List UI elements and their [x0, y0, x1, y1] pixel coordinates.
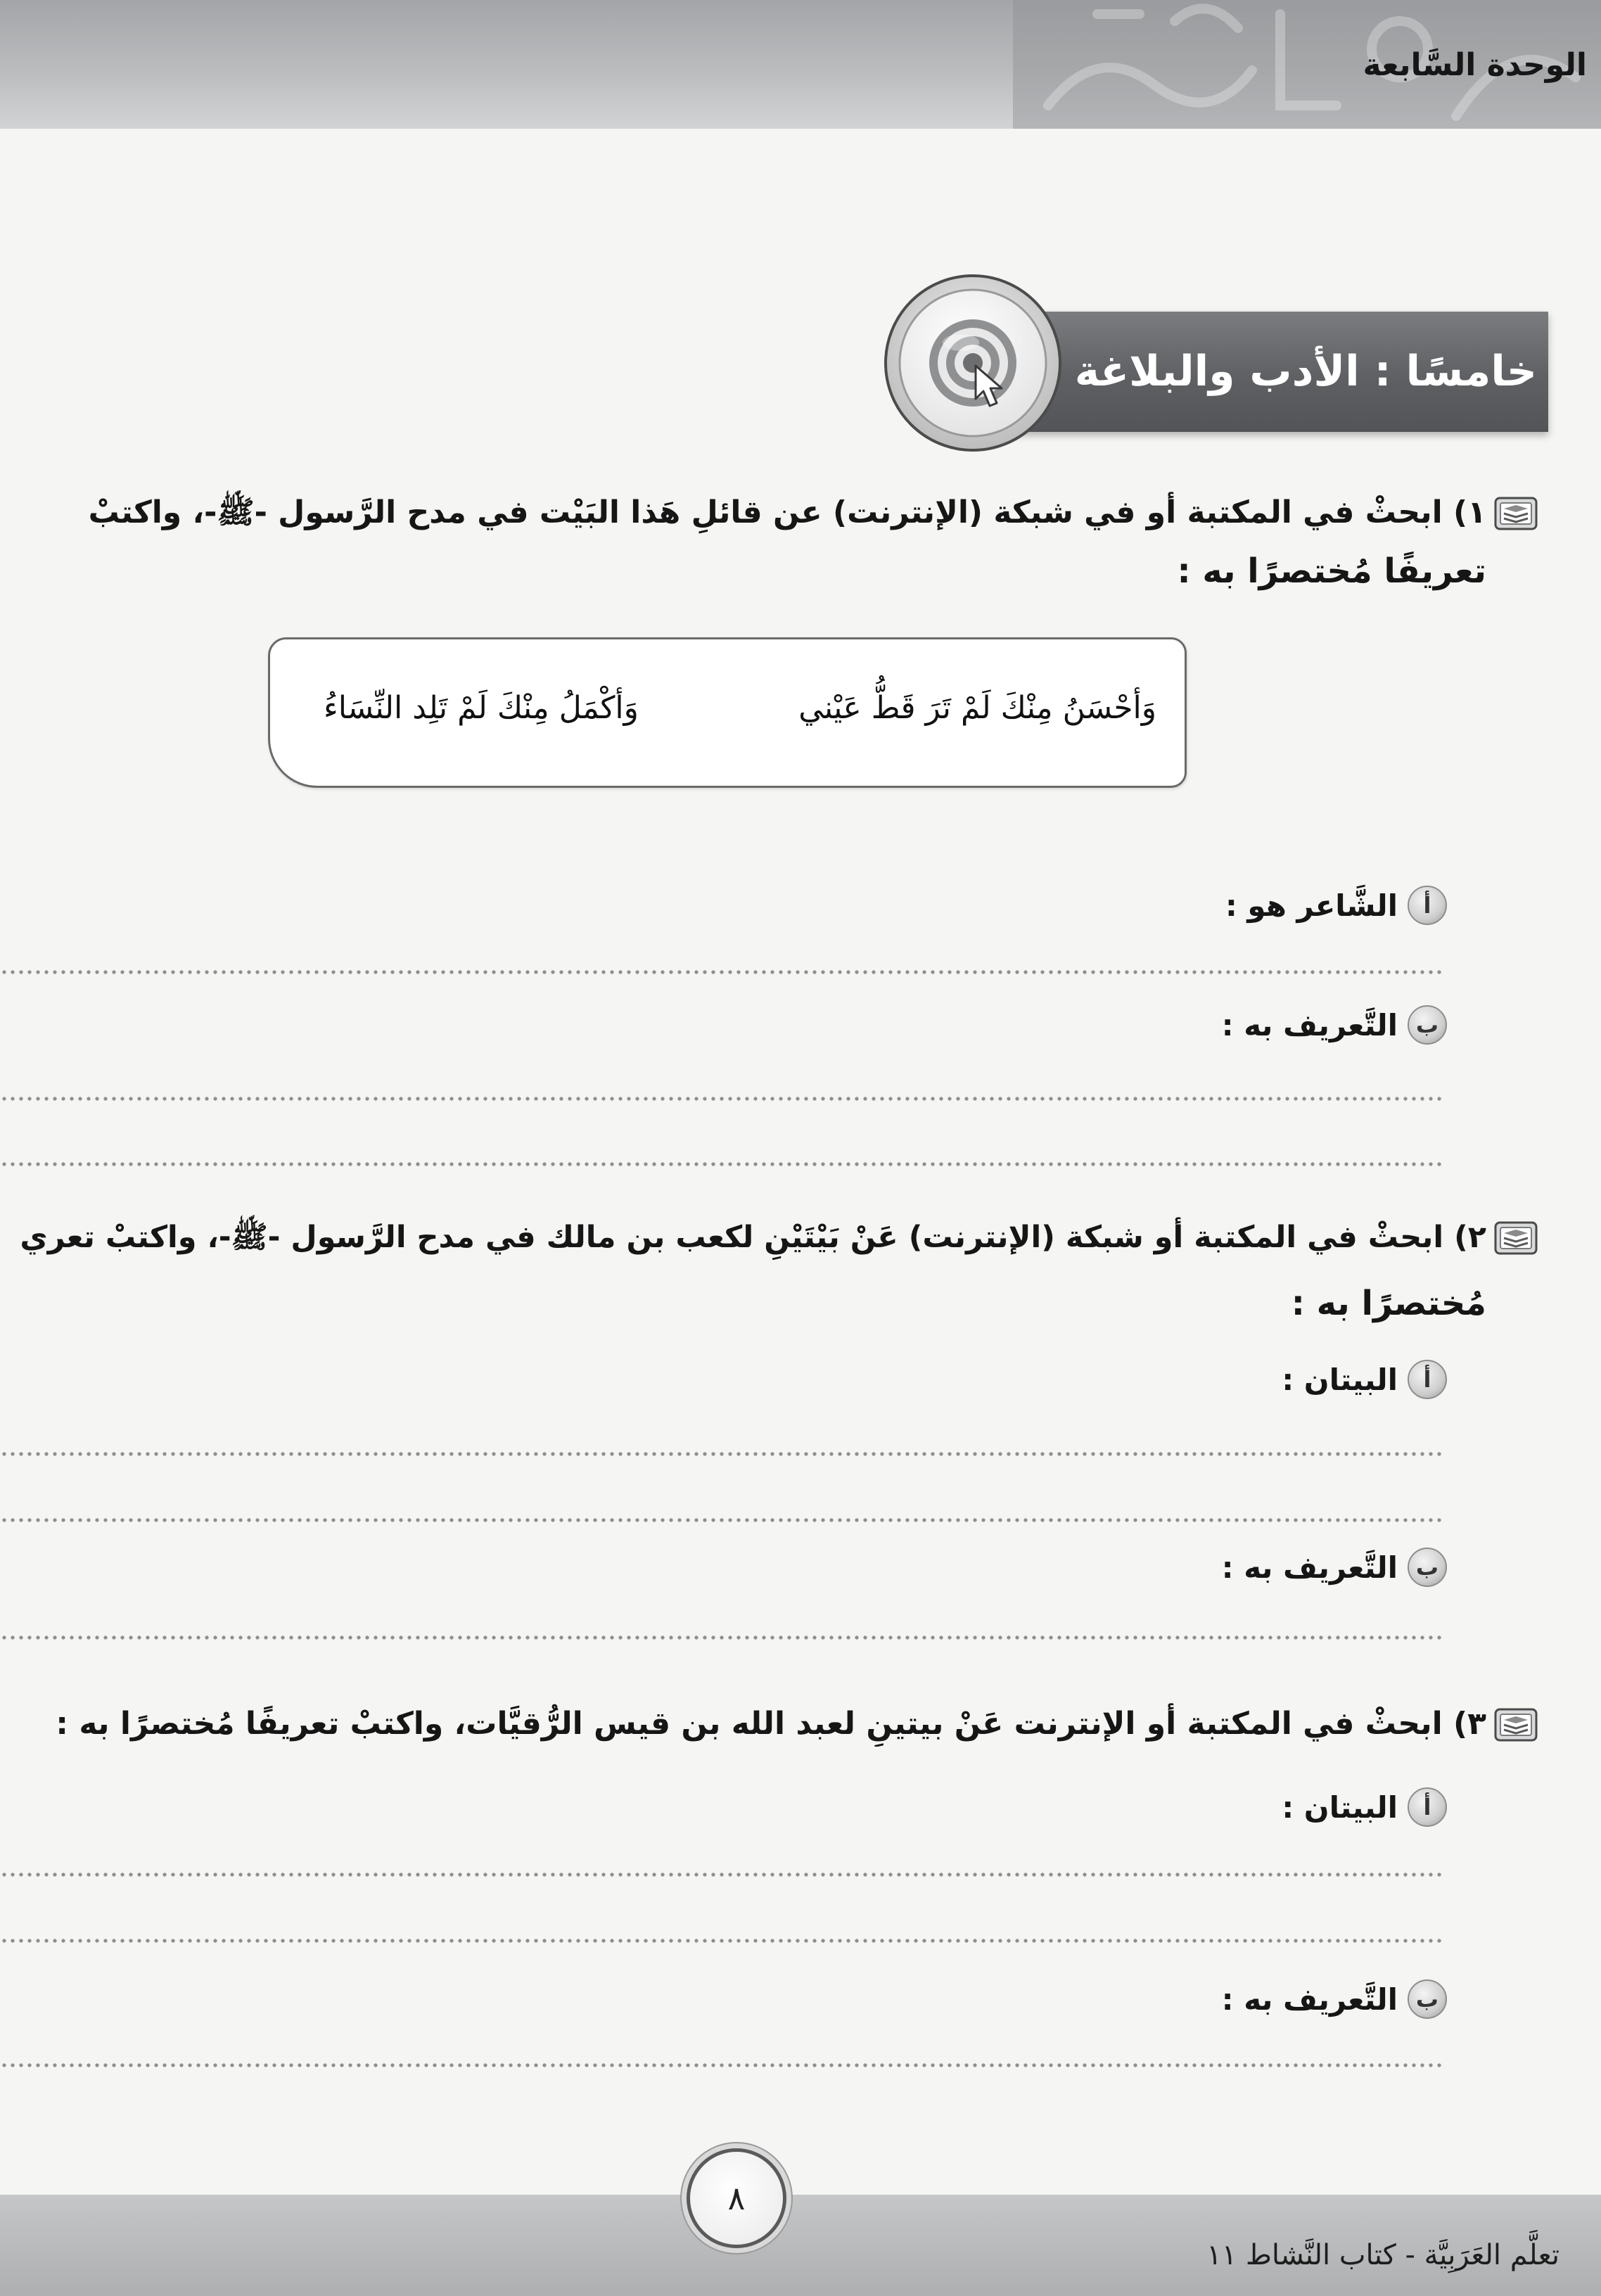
- answer-part-b: [1222, 1979, 1447, 2019]
- part-letter-badge: أ: [1408, 1787, 1447, 1827]
- verse-box: [268, 637, 1187, 788]
- part-label: البيتان :: [1282, 1362, 1398, 1397]
- question-book-icon: [1494, 497, 1538, 530]
- part-letter-badge: ب: [1408, 1548, 1447, 1587]
- part-label: التَّعريف به :: [1221, 1982, 1398, 2017]
- question-1-text: ١) ابحثْ في المكتبة أو في شبكة (الإنترنت) عن قائلِ هَذا البَيْت في مدح الرَّسول -ﷺ-، واكتبْ: [88, 495, 1486, 530]
- answer-line: [0, 1161, 1443, 1167]
- answer-part-b: [1222, 1005, 1447, 1045]
- unit-header-bar: [0, 0, 1601, 129]
- answer-part-a: [1282, 1360, 1447, 1399]
- verse-first-hemistich: وَأحْسَنُ مِنْكَ لَمْ تَرَ قَطُّ عَيْني: [798, 690, 1156, 726]
- part-letter-badge: ب: [1408, 1979, 1447, 2019]
- part-label: التَّعريف به :: [1221, 1550, 1398, 1585]
- answer-part-b: [1222, 1548, 1447, 1587]
- answer-part-a: [1282, 1787, 1447, 1827]
- question-3-text: ٣) ابحثْ في المكتبة أو الإنترنت عَنْ بيتينِ لعبد الله بن قيس الرُّقيَّات، واكتبْ تعريفًا مُختصرًا به :: [56, 1706, 1486, 1742]
- section-title: خامسًا : الأدب والبلاغة: [1074, 347, 1537, 396]
- question-2-text: ٢) ابحثْ في المكتبة أو شبكة (الإنترنت) عَنْ بَيْتَيْنِ لكعب بن مالك في مدح الرَّسول -ﷺ-، واكتبْ تعري: [20, 1220, 1486, 1255]
- part-letter-badge: أ: [1408, 886, 1447, 925]
- answer-line: [0, 1635, 1443, 1640]
- answer-line: [0, 1872, 1443, 1877]
- verse-second-hemistich: وَأكْمَلُ مِنْكَ لَمْ تَلِد النِّسَاءُ: [324, 690, 639, 726]
- part-label: التَّعريف به :: [1221, 1007, 1398, 1042]
- part-label: البيتان :: [1282, 1790, 1398, 1825]
- header-decoration: [0, 0, 1601, 129]
- part-letter-badge: أ: [1408, 1360, 1447, 1399]
- answer-line: [0, 969, 1443, 975]
- part-letter-badge: ب: [1408, 1005, 1447, 1045]
- answer-line: [0, 1938, 1443, 1944]
- question-2-text-continued: مُختصرًا به :: [1291, 1284, 1486, 1323]
- answer-line: [0, 1096, 1443, 1102]
- answer-line: [0, 2062, 1443, 2068]
- answer-line: [0, 1451, 1443, 1457]
- question-1-text-continued: تعريفًا مُختصرًا به :: [1177, 551, 1486, 591]
- question-book-icon: [1494, 1708, 1538, 1742]
- answer-line: [0, 1517, 1443, 1523]
- page-number: ٨: [727, 2179, 746, 2217]
- target-icon: [882, 272, 1064, 454]
- book-title: تعلَّم العَرَبِيَّة - كتاب النَّشاط ١١: [1206, 2239, 1559, 2271]
- answer-part-a: [1225, 886, 1447, 925]
- question-book-icon: [1494, 1221, 1538, 1255]
- page-number-circle: [687, 2148, 786, 2248]
- part-label: الشَّاعر هو :: [1225, 888, 1398, 923]
- unit-title: الوحدة السَّابعة: [1363, 47, 1587, 83]
